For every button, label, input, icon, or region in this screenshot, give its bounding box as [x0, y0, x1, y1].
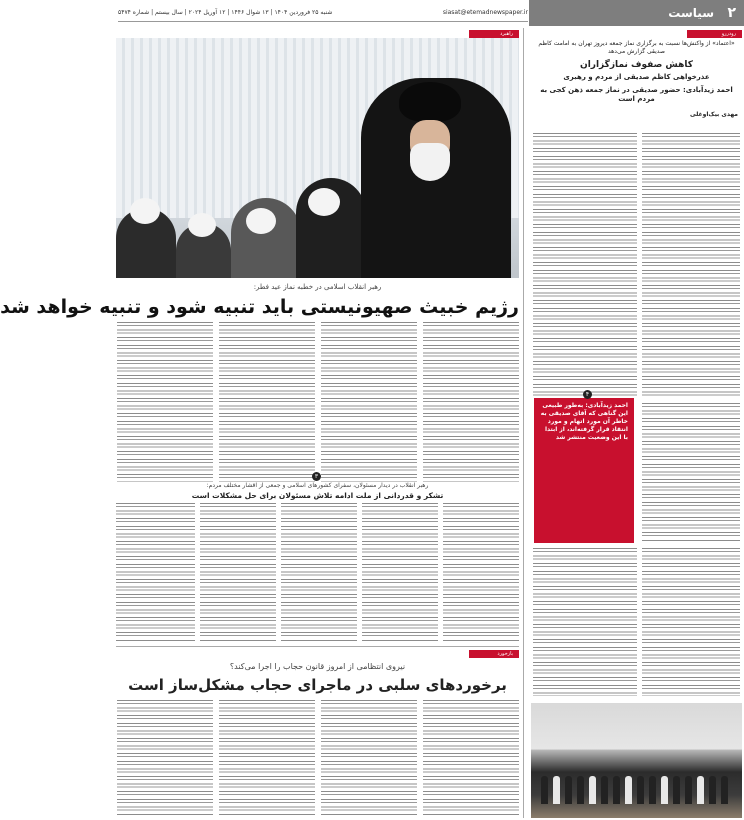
- right-story-subheadline-2: احمد زیدآبادی: حضور صدیقی در نماز جمعه ذهن کجی به مردم است: [540, 85, 733, 104]
- text-column: [533, 548, 637, 696]
- column-rule: [523, 28, 524, 818]
- text-column: [281, 503, 357, 641]
- date-line: شنبه ۲۵ فروردین ۱۴۰۴ | ۱۳ شوال ۱۴۴۶ | ۱۲ آوریل ۲۰۲۴ | سال بیستم | شماره ۵۴۷۴: [118, 9, 333, 16]
- right-story-headline: کاهش صفوف نمازگزاران: [580, 59, 693, 70]
- mid-story-headline: تشکر و قدردانی از ملت ادامه تلاش مسئولان برای حل مشکلات است: [191, 491, 444, 500]
- text-column: [642, 403, 740, 543]
- lead-photo: [116, 38, 519, 278]
- mid-story-body: [116, 503, 519, 641]
- bottom-story-body: [116, 700, 519, 815]
- text-column: [423, 322, 519, 482]
- text-column: [423, 700, 519, 815]
- text-column: [219, 322, 315, 482]
- divider: [116, 646, 519, 647]
- text-column: [321, 322, 417, 482]
- pull-quote: احمد زیدآبادی: به‌طور طبیعی این گناهی که آقای صدیقی ‌به خاطر آن مورد اتهام و مورد انتقاد قرار گرفته‌اند، از ابتدا با این وضعیت منتشر شد: [534, 398, 634, 543]
- right-story-kicker: «اعتماد» از واکنش‌ها نسبت به برگزاری نماز جمعه دیروز تهران به امامت کاظم صدیقی گزارش می‌دهد: [538, 40, 735, 56]
- prayer-crowd-photo: [531, 703, 742, 818]
- text-column: [443, 503, 519, 641]
- lead-story-kicker: رهبر انقلاب اسلامی در خطبه نماز عید فطر:: [253, 283, 382, 291]
- section-title: سیاست: [668, 6, 714, 20]
- right-column-story: [531, 28, 742, 818]
- text-column: [219, 700, 315, 815]
- text-column: [642, 133, 740, 398]
- mid-story-kicker: رهبر انقلاب در دیدار مسئولان، سفرای کشورهای اسلامی و جمعی از اقشار مختلف مردم:: [206, 482, 429, 489]
- section-banner: [529, 0, 744, 26]
- masthead-meta: [118, 4, 528, 22]
- pull-quote-marker: ۴: [583, 390, 592, 399]
- bottom-story-kicker: نیروی انتظامی از امروز قانون حجاب را اجرا می‌کند؟: [229, 662, 406, 671]
- section-marker: ۳: [312, 472, 321, 481]
- text-column: [116, 503, 195, 641]
- tag-face-to-face: رودررو: [687, 30, 742, 38]
- bottom-story-headline: برخوردهای سلبی در ماجرای حجاب مشکل‌ساز است: [128, 676, 507, 694]
- right-story-subheadline-1: عذرخواهی کاظم صدیقی از مردم و رهبری: [563, 72, 710, 81]
- text-column: [642, 548, 740, 696]
- lead-story-headline: رژیم خبیث صهیونیستی باید تنبیه شود و تنبیه خواهد شد: [0, 296, 519, 318]
- text-column: [362, 503, 438, 641]
- text-column: [117, 700, 213, 815]
- text-column: [533, 133, 637, 398]
- lead-story-body: [116, 322, 519, 482]
- text-column: [117, 322, 213, 482]
- tag-feedback: بازخورد: [469, 650, 519, 658]
- tag-strategy: راهبرد: [469, 30, 519, 38]
- page-header: [114, 0, 744, 26]
- text-column: [321, 700, 417, 815]
- page-number: ۲: [727, 5, 736, 21]
- byline: مهدی بیک‌اوغلی: [690, 111, 738, 119]
- text-column: [200, 503, 276, 641]
- site-email: siasat@etemadnewspaper.ir: [442, 9, 528, 16]
